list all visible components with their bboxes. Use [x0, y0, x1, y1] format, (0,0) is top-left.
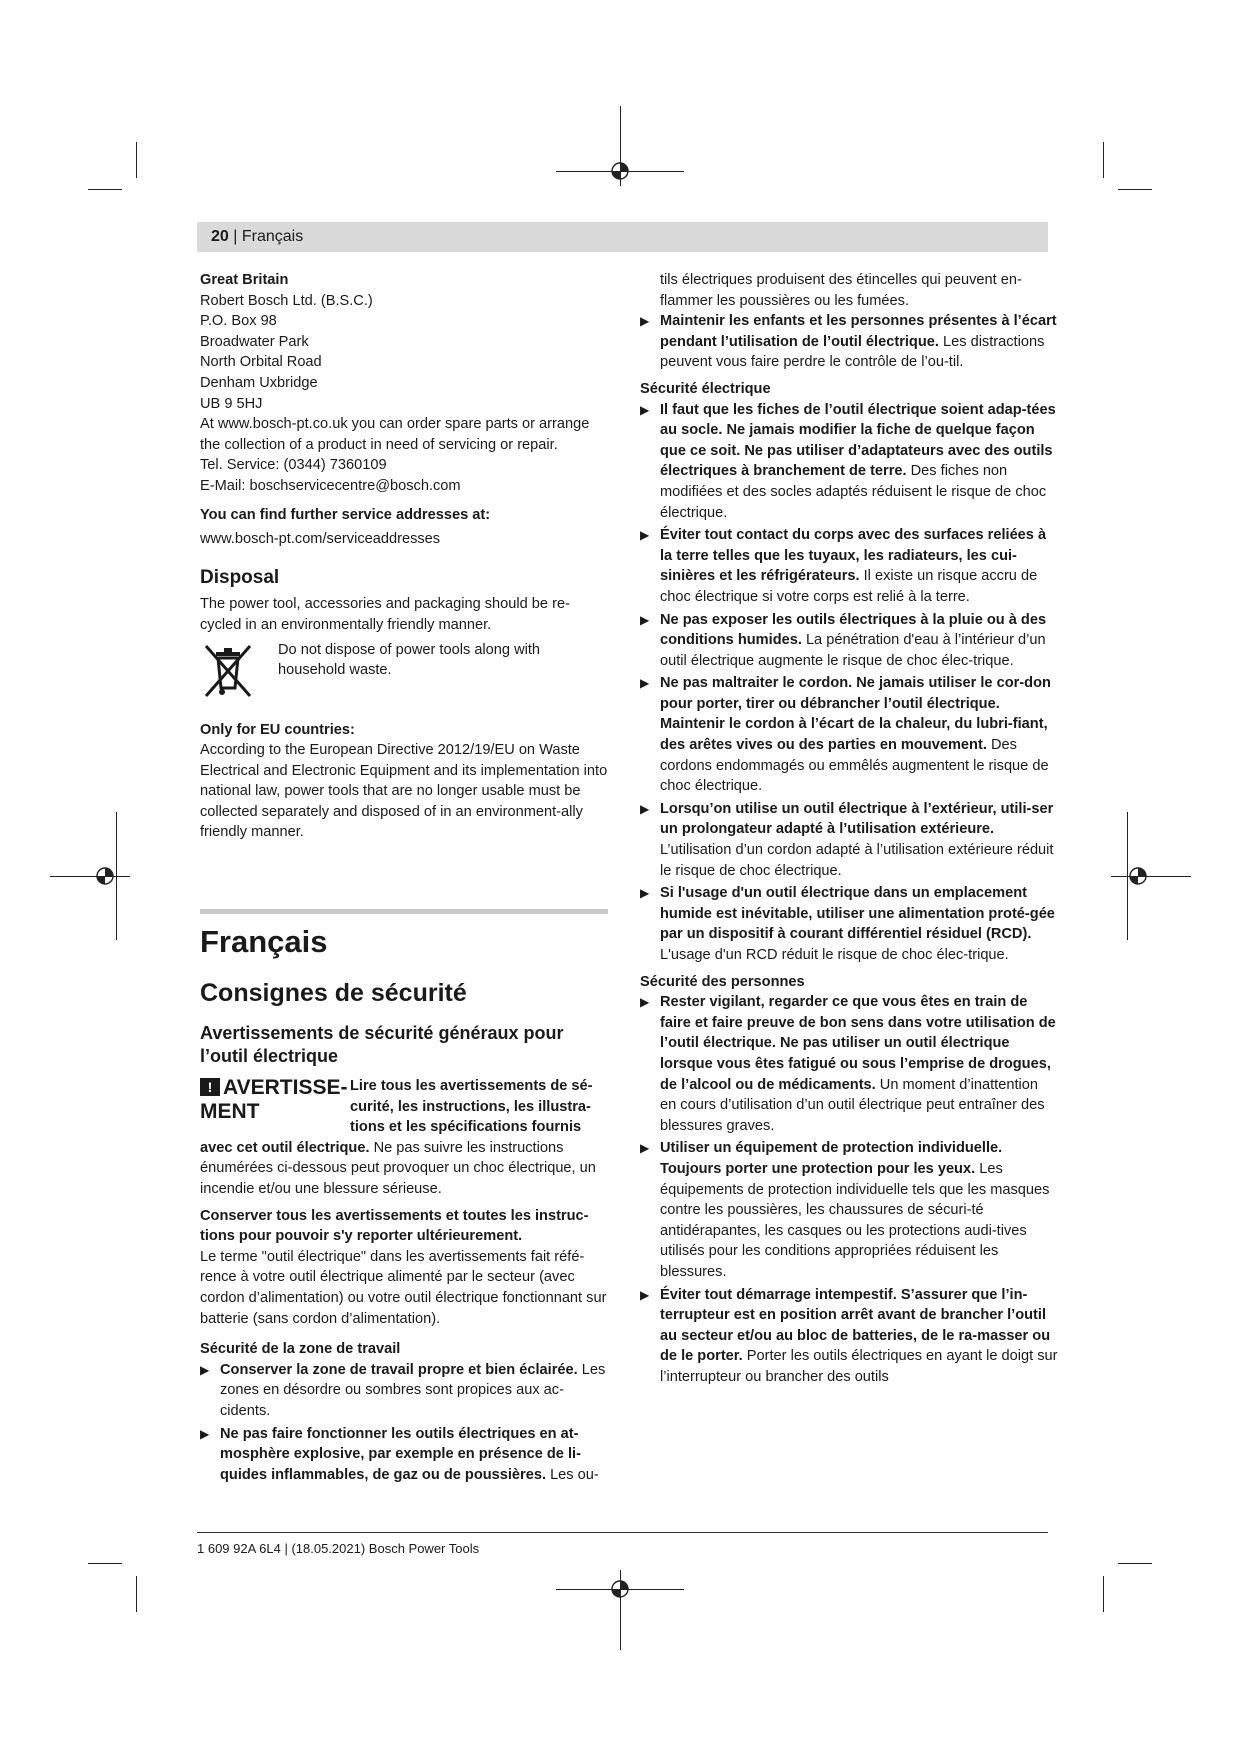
triangle-right-icon: ▶	[640, 676, 650, 691]
crop-mark	[1118, 1563, 1152, 1564]
further-url: www.bosch-pt.com/serviceaddresses	[200, 531, 441, 548]
registration-mark-icon	[609, 1578, 631, 1600]
warning-text: Ne pas suivre les instructions énumérées ci-dessous peut provoquer un choc électrique, un incendie et/ou une blessure sérieuse.	[200, 1139, 596, 1198]
list-item	[640, 799, 1058, 881]
consignes-title: Consignes de sécurité	[200, 979, 467, 1008]
warning-paragraph	[200, 1138, 608, 1200]
bullet-bold: Éviter tout démarrage intempestif. S’assurer que l’in-terrupteur est en position arrêt avant de brancher l’outil au secteur et/ou au bloc de batteries, de le ra-masser ou de le porter.	[660, 1286, 1051, 1365]
bullet-text: Les équipements de protection individuelle tels que les masques contre les poussières, les chaussures de sécuri-té antidérapantes, les casques ou les protections audi-tives utilisés pour les conditions appropriées réduisent les blessures.	[660, 1160, 1050, 1280]
triangle-right-icon: ▶	[640, 528, 650, 543]
bullet-bold: Ne pas maltraiter le cordon. Ne jamais utiliser le cor-don pour porter, tirer ou débrancher l’outil électrique. Maintenir le cordon à l’écart de la chaleur, du lubri-fiant, des arêtes vives ou des parties en mouvement.	[660, 675, 1051, 754]
bullet-text: Des fiches non modifiées et des socles adaptés réduisent le risque de choc électrique.	[660, 463, 1047, 521]
bullet-text: Les ou-	[546, 1466, 599, 1483]
triangle-right-icon: ▶	[640, 314, 650, 329]
registration-mark-icon	[94, 865, 116, 887]
bullet-bold: Ne pas exposer les outils électriques à la pluie ou à des conditions humides.	[660, 611, 1047, 649]
further-title: You can find further service addresses at:	[200, 506, 491, 523]
list-item	[640, 610, 1058, 672]
list-item	[640, 992, 1058, 1136]
crop-mark	[1103, 142, 1104, 178]
warning-bold: Lire tous les avertissements de sé-curité, les instructions, les illustra-tions et les spécifications fournis	[350, 1078, 593, 1136]
disposal-title: Disposal	[200, 566, 280, 588]
address-line: E-Mail: boschservicecentre@bosch.com	[200, 477, 461, 494]
triangle-right-icon: ▶	[640, 1141, 650, 1156]
bullet-bold: Rester vigilant, regarder ce que vous êtes en train de faire et faire preuve de bon sens dans votre utilisation de l’outil électrique. Ne pas utiliser un outil électrique lorsque vous êtes fatigué ou sous l’emprise de drogues, de l’alcool ou de médicaments.	[660, 994, 1056, 1093]
francais-title: Français	[200, 924, 328, 960]
bullet-text: Les zones en désordre ou sombres sont propices aux ac-cidents.	[220, 1361, 606, 1419]
avert-title: Avertissements de sécurité généraux pour l’outil électrique	[200, 1023, 564, 1067]
bullet-text: Les distractions peuvent vous faire perdre le contrôle de l’ou-til.	[660, 333, 1045, 371]
list-item	[200, 1360, 608, 1422]
conserver-bold: Conserver tous les avertissements et toutes les instruc-tions pour pouvoir s'y reporter ultérieurement.	[200, 1207, 589, 1245]
registration-mark-icon	[1127, 865, 1149, 887]
running-header	[197, 222, 1048, 252]
bullet-text: L’utilisation d’un cordon adapté à l’utilisation extérieure réduit le risque de choc électrique.	[660, 842, 1054, 879]
right-column	[640, 270, 1058, 1389]
eu-title: Only for EU countries:	[200, 721, 355, 738]
page-footer: 1 609 92A 6L4 | (18.05.2021) Bosch Power Tools	[197, 1541, 480, 1556]
zone-title: Sécurité de la zone de travail	[200, 1341, 401, 1358]
bullet-bold: Ne pas faire fonctionner les outils électriques en at-mosphère explosive, par exemple en présence de li-quides inflammables, de gaz ou de poussières.	[220, 1425, 581, 1483]
triangle-right-icon: ▶	[200, 1362, 210, 1377]
registration-line	[50, 876, 130, 877]
crop-mark	[88, 189, 122, 190]
list-item	[640, 673, 1058, 797]
triangle-right-icon: ▶	[200, 1426, 210, 1441]
triangle-right-icon: ▶	[640, 886, 650, 901]
list-item	[640, 883, 1058, 965]
bullet-bold: Conserver la zone de travail propre et bien éclairée.	[220, 1361, 578, 1378]
bullet-text: Un moment d’inattention en cours d’utilisation d’un outil électrique peut entraîner des blessures graves.	[660, 1076, 1045, 1134]
bullet-text: La pénétration d'eau à l’intérieur d’un outil électrique augmente le risque de choc élec-trique.	[660, 632, 1046, 669]
weee-text: Do not dispose of power tools along with household waste.	[278, 641, 541, 679]
page-header	[211, 228, 303, 246]
address-line: P.O. Box 98	[200, 313, 277, 330]
header-separator: |	[233, 228, 238, 245]
weee-block	[200, 640, 608, 700]
bullet-text: Il existe un risque accru de choc électrique si votre corps est relié à la terre.	[660, 568, 1038, 605]
list-item	[640, 400, 1058, 524]
address-line: At www.bosch-pt.co.uk you can order spare parts or arrange the collection of a product in need of servicing or repair.	[200, 416, 590, 453]
gb-title: Great Britain	[200, 272, 289, 288]
header-language: Français	[241, 228, 304, 245]
crop-mark	[88, 1563, 122, 1564]
list-item	[200, 1424, 608, 1486]
bullet-bold: Éviter tout contact du corps avec des surfaces reliées à la terre telles que les tuyaux, les radiateurs, les cui-sinières et les réfrigérateurs.	[660, 527, 1047, 585]
triangle-right-icon: ▶	[640, 801, 650, 816]
page-number: 20	[211, 228, 229, 245]
address-line: Denham Uxbridge	[200, 374, 318, 391]
bullet-bold: Lorsqu’on utilise un outil électrique à l’extérieur, utili-ser un prolongateur adapté à l’utilisation extérieure.	[660, 800, 1054, 838]
warning-label-text: AVERTISSE-MENT	[200, 1076, 348, 1124]
bullet-bold: Utiliser un équipement de protection individuelle. Toujours porter une protection pour les yeux.	[660, 1140, 1003, 1177]
triangle-right-icon: ▶	[640, 612, 650, 627]
left-column	[200, 270, 608, 1487]
triangle-right-icon: ▶	[640, 1287, 650, 1302]
elec-title: Sécurité électrique	[640, 380, 771, 397]
address-line: Robert Bosch Ltd. (B.S.C.)	[200, 292, 373, 309]
crop-mark	[1103, 1576, 1104, 1612]
triangle-right-icon: ▶	[640, 995, 650, 1010]
eu-text: According to the European Directive 2012/19/EU on Waste Electrical and Electronic Equipment and its implementation into national law, power tools that are no longer usable must be collected separately and disposed of in an environment-ally friendly manner.	[200, 742, 608, 841]
triangle-right-icon: ▶	[640, 402, 650, 417]
list-item	[640, 1285, 1058, 1388]
bullet-text: L'usage d'un RCD réduit le risque de choc élec-trique.	[660, 947, 1009, 963]
warning-bold-cont: avec cet outil électrique.	[200, 1139, 370, 1156]
bullet-bold: Maintenir les enfants et les personnes présentes à l’écart pendant l’utilisation de l’outil électrique.	[660, 313, 1057, 350]
address-line: UB 9 5HJ	[200, 395, 263, 412]
crop-mark	[1118, 189, 1152, 190]
warning-block	[200, 1076, 608, 1138]
footer-rule	[197, 1532, 1048, 1533]
list-item	[640, 525, 1058, 607]
pers-title: Sécurité des personnes	[640, 973, 805, 990]
continued-text: tils électriques produisent des étincelles qui peuvent en-flammer les poussières ou les fumées.	[660, 272, 1022, 309]
registration-line	[116, 812, 117, 940]
warning-triangle-icon: !	[200, 1078, 220, 1096]
list-item	[640, 311, 1058, 373]
address-line: Broadwater Park	[200, 333, 309, 350]
address-line: North Orbital Road	[200, 354, 322, 371]
bullet-bold: Si l'usage d'un outil électrique dans un emplacement humide est inévitable, utiliser une alimentation proté-gée par un dispositif à courant différentiel résiduel (RCD).	[660, 885, 1055, 943]
crossed-bin-icon	[200, 640, 256, 700]
section-rule	[200, 909, 608, 914]
warning-label	[200, 1076, 350, 1138]
bullet-text: Porter les outils électriques en ayant le doigt sur l’interrupteur ou brancher des outils	[660, 1348, 1058, 1385]
crop-mark	[136, 142, 137, 178]
address-line: Tel. Service: (0344) 7360109	[200, 457, 387, 474]
list-item	[640, 1138, 1058, 1282]
bullet-bold: Il faut que les fiches de l’outil électrique soient adap-tées au socle. Ne jamais modifier la fiche de quelque façon que ce soit. Ne pas utiliser d’adaptateurs avec des outils électriques à branchement de terre.	[660, 401, 1056, 480]
terme-text: Le terme "outil électrique" dans les avertissements fait réfé-rence à votre outil électrique alimenté par le secteur (avec cordon d’alimentation) ou votre outil électrique fonctionnant sur batterie (sans cordon d’alimentation).	[200, 1248, 607, 1327]
bullet-text: Des cordons endommagés ou emmêlés augmentent le risque de choc électrique.	[660, 737, 1049, 795]
crop-mark	[136, 1576, 137, 1612]
registration-line	[1111, 876, 1191, 877]
registration-mark-icon	[609, 160, 631, 182]
disposal-text: The power tool, accessories and packaging should be re-cycled in an environmentally friendly manner.	[200, 596, 570, 633]
